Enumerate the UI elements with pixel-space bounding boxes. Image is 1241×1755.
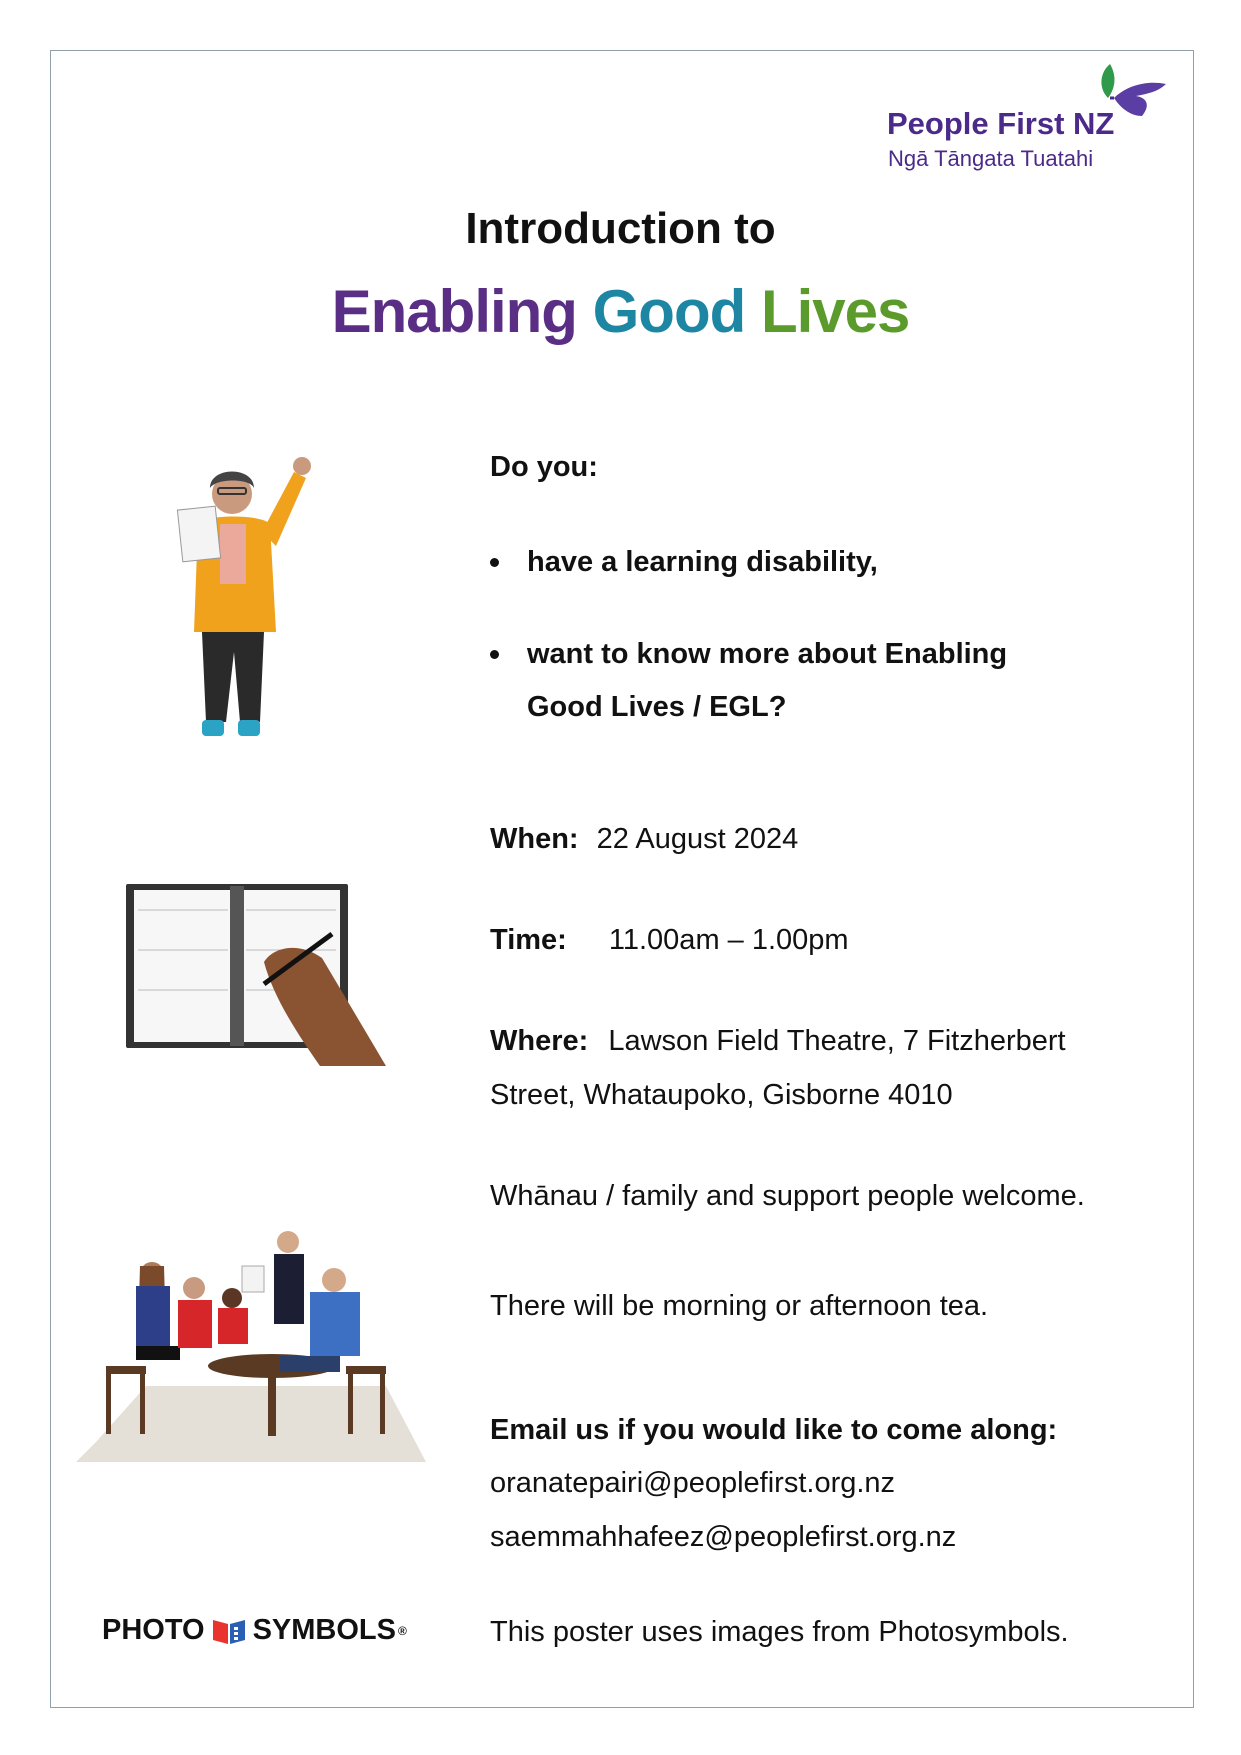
bullet-text-continuation: Good Lives / EGL? [527, 691, 787, 723]
title-word-good: Good [592, 278, 746, 345]
bullet-text: want to know more about Enabling [527, 638, 1008, 670]
when-row [490, 823, 798, 856]
registered-mark: ® [398, 1623, 407, 1638]
welcome-text: Whānau / family and support people welcome. [490, 1180, 1085, 1212]
photosymbols-credit: This poster uses images from Photosymbols. [490, 1616, 1069, 1648]
tea-text: There will be morning or afternoon tea. [490, 1290, 989, 1322]
group-meeting-illustration [76, 1226, 430, 1464]
contact-heading: Email us if you would like to come along: [490, 1414, 1058, 1446]
title-word-lives: Lives [760, 278, 910, 345]
logo-maori-name: Ngā Tāngata Tuatahi [888, 146, 1094, 171]
bullet-dot [490, 558, 499, 567]
time-row [490, 924, 849, 957]
where-value-line2: Street, Whataupoko, Gisborne 4010 [490, 1079, 953, 1111]
photosymbols-book-icon [211, 1616, 247, 1646]
time-value: 11.00am – 1.00pm [608, 924, 849, 956]
when-value: 22 August 2024 [596, 823, 799, 855]
woman-thumbs-up-illustration [158, 452, 326, 752]
email-link-1[interactable]: oranatepairi@peoplefirst.org.nz [490, 1467, 896, 1499]
logo-name: People First NZ [887, 106, 1115, 141]
photosymbols-logo-left: PHOTO [102, 1614, 205, 1646]
photosymbols-logo [102, 1614, 407, 1647]
diary-writing-illustration [124, 880, 388, 1068]
bullet-dot [490, 650, 499, 659]
where-value-line1: Lawson Field Theatre, 7 Fitzherbert [608, 1025, 1066, 1057]
where-label: Where: [490, 1025, 589, 1057]
time-label: Time: [490, 924, 567, 956]
bullet-text: have a learning disability, [527, 546, 878, 578]
bullet-item-know-more-egl [490, 638, 1110, 671]
email-link-2[interactable]: saemmahhafeez@peoplefirst.org.nz [490, 1521, 957, 1553]
title-enabling-good-lives [0, 277, 1241, 346]
when-label: When: [490, 823, 579, 855]
photosymbols-logo-right: SYMBOLS [252, 1614, 396, 1646]
title-intro: Introduction to [465, 204, 776, 253]
question-heading: Do you: [490, 451, 598, 483]
where-row [490, 1025, 1066, 1058]
bullet-item-learning-disability [490, 546, 1110, 579]
title-word-enabling: Enabling [331, 278, 577, 345]
